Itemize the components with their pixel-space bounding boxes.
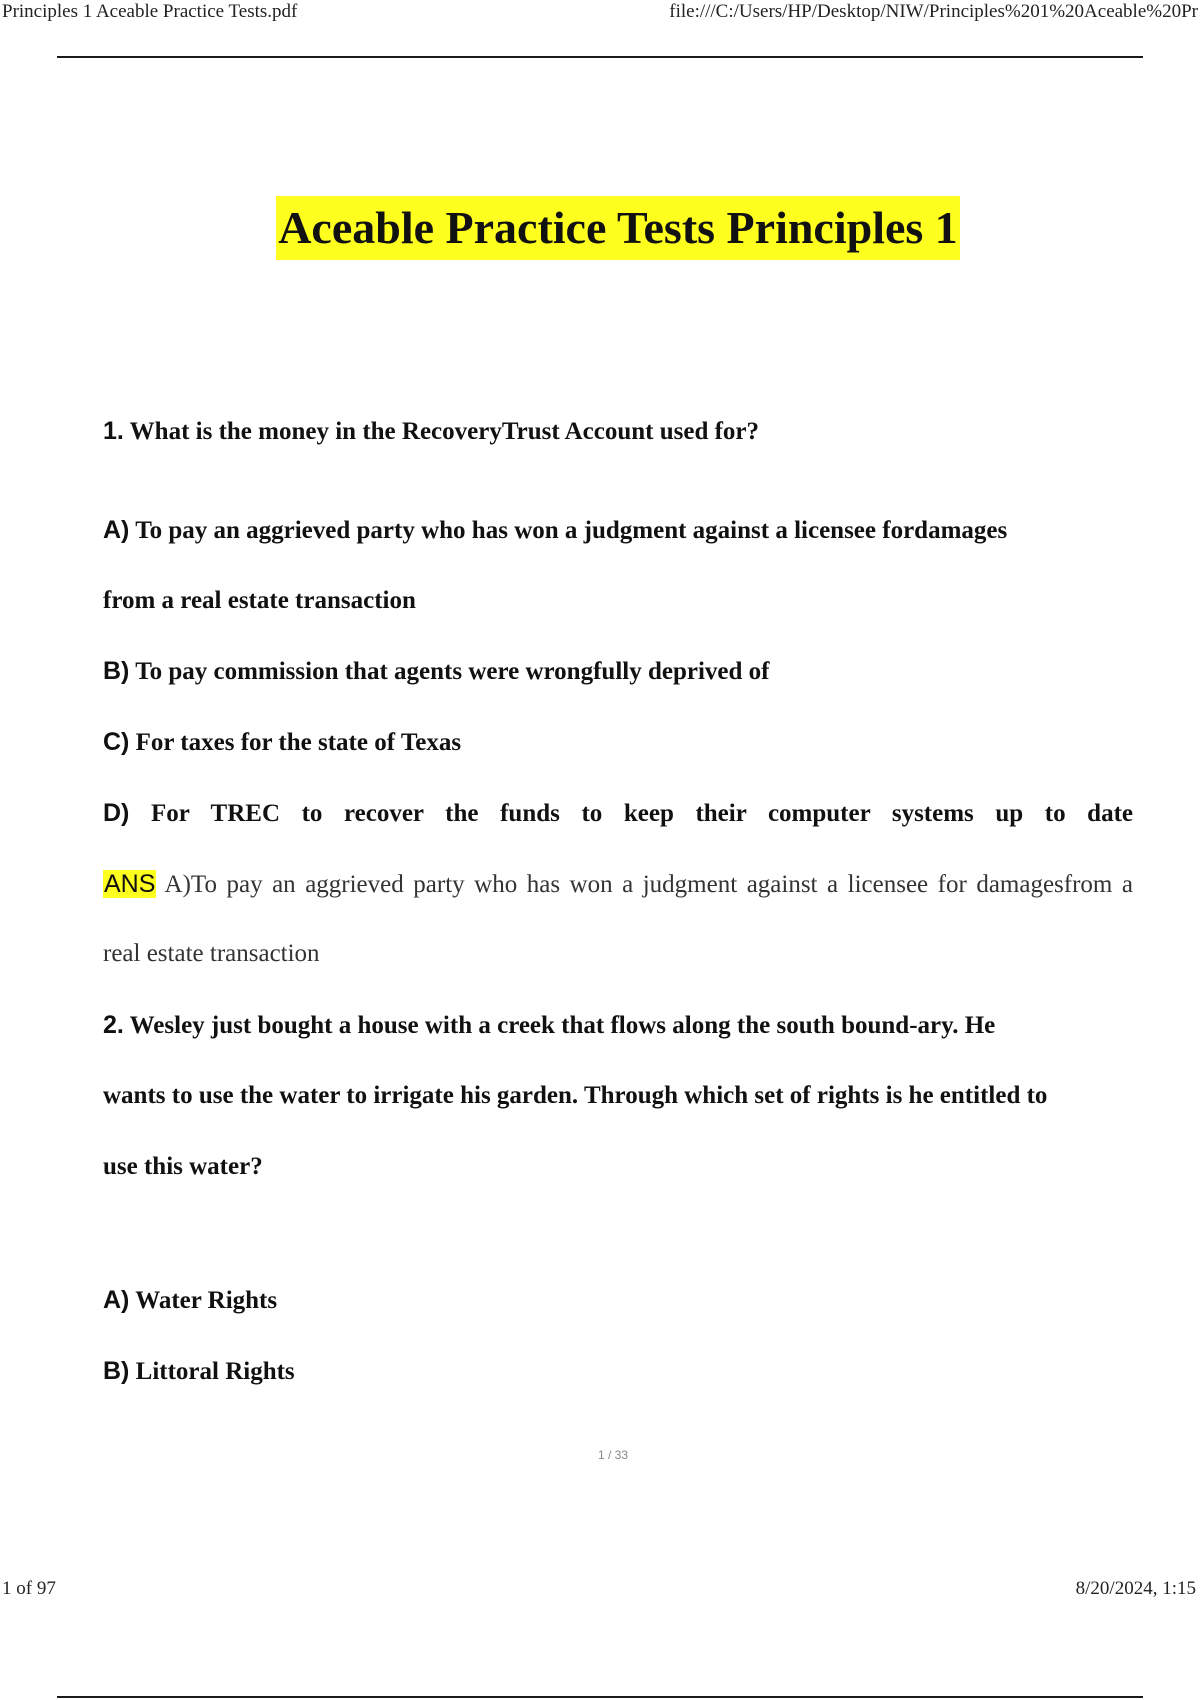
answer-line: A)To pay an aggrieved party who has won a judgment against a licensee for damagesfrom a [164,871,1133,898]
question-1-option-a [103,513,1007,548]
question-1-answer [103,867,1133,902]
print-header [0,0,1200,26]
question-line: Wesley just bought a house with a creek that flows along the south bound-ary. He [129,1012,996,1039]
question-2-text [103,1008,995,1043]
question-1-option-a-continued [103,584,416,618]
page-indicator: 1 / 33 [597,1448,629,1462]
option-line: Littoral Rights [135,1358,295,1385]
page-title: Aceable Practice Tests Principles 1 [276,196,960,260]
option-label: D) [103,799,130,827]
option-label: B) [103,657,130,685]
question-number: 2. [103,1011,124,1039]
answer-tag: ANS [104,870,156,898]
question-line: What is the money in the RecoveryTrust Account used for? [129,418,760,445]
question-2-text-continued [103,1150,263,1184]
title-container [0,196,1200,260]
header-divider [57,56,1143,58]
question-1-option-d [103,796,1133,831]
print-timestamp: 8/20/2024, 1:15 [1075,1578,1196,1599]
option-line: Water Rights [135,1287,278,1314]
question-2-option-a [103,1283,277,1318]
option-line: To pay an aggrieved party who has won a judgment against a licensee fordamages [135,517,1008,544]
option-label: A) [103,516,130,544]
option-label: B) [103,1357,130,1385]
question-line: wants to use the water to irrigate his garden. Through which set of rights is he entitled to [103,1082,1048,1109]
answer-line: real estate transaction [103,940,320,967]
question-1-answer-continued [103,937,320,971]
option-label: C) [103,728,130,756]
question-2-option-b [103,1354,295,1389]
option-line: from a real estate transaction [103,587,416,614]
footer-divider [57,1696,1143,1698]
file-path: file:///C:/Users/HP/Desktop/NIW/Principles%201%20Aceable%20Pr [669,1,1198,22]
option-line: To pay commission that agents were wrongfully deprived of [135,658,770,685]
question-1-option-c [103,725,461,760]
question-1-text [103,414,759,449]
question-1-option-b [103,654,769,689]
option-line: For TREC to recover the funds to keep their computer systems up to date [150,800,1134,827]
option-label: A) [103,1286,130,1314]
document-filename: Principles 1 Aceable Practice Tests.pdf [2,1,298,22]
question-2-text-continued [103,1079,1047,1113]
print-page-count: 1 of 97 [2,1578,56,1599]
option-line: For taxes for the state of Texas [135,729,462,756]
question-line: use this water? [103,1153,263,1180]
question-number: 1. [103,417,124,445]
